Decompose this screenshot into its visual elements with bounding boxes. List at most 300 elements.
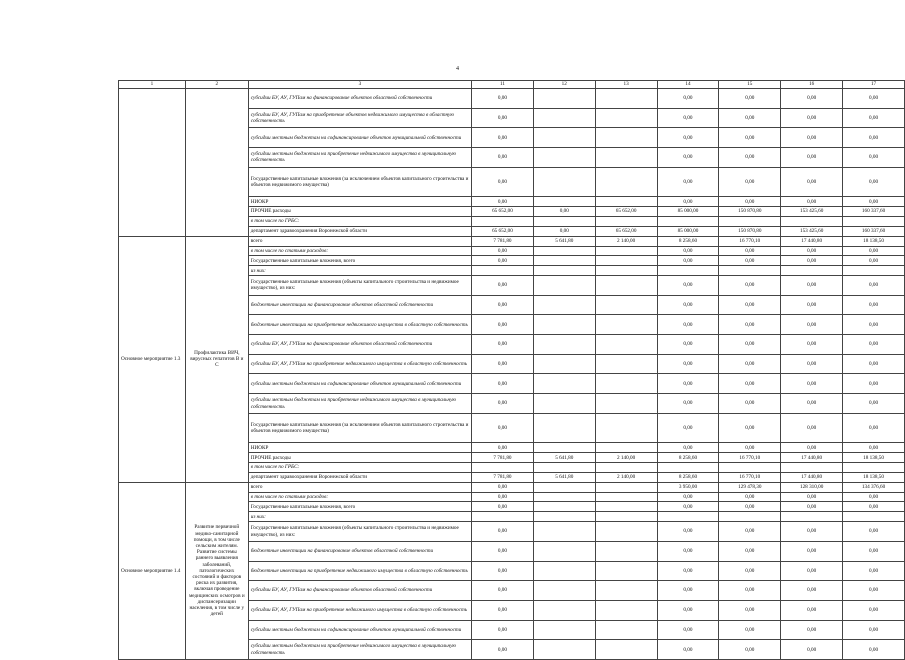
value-cell [595,89,657,109]
value-cell: 5 641,80 [533,472,595,482]
value-cell: 0,00 [657,522,719,542]
value-cell: 65 652,00 [595,226,657,236]
value-cell: 8 258,60 [657,236,719,246]
value-cell: 0,00 [781,502,843,512]
expense-label: Государственные капитальные вложения (объекты капитального строительства и недвижимое имущество), из них: [248,276,471,296]
value-cell: 0,00 [472,541,534,561]
value-cell [595,266,657,276]
value-cell: 0,00 [719,502,781,512]
value-cell [781,216,843,226]
value-cell: 0,00 [843,640,905,660]
value-cell: 0,00 [719,581,781,601]
value-cell: 16 770,10 [719,453,781,463]
value-cell: 0,00 [719,89,781,109]
expense-label: Государственные капитальные вложения (за исключением объектов капитального строительства и объектов недвижимого имущества) [248,167,471,197]
value-cell: 0,00 [472,108,534,128]
value-cell: 0,00 [719,413,781,443]
value-cell: 0,00 [472,443,534,453]
value-cell: 0,00 [843,600,905,620]
value-cell: 0,00 [657,167,719,197]
budget-table [118,80,905,660]
value-cell: 0,00 [472,640,534,660]
expense-label: ПРОЧИЕ расходы [248,453,471,463]
measure-name: Основное мероприятие 1.3 [119,236,186,482]
value-cell [533,512,595,522]
value-cell: 0,00 [657,502,719,512]
expense-label: бюджетные инвестиции на приобретение недвижимого имущества в областную собственность [248,315,471,335]
value-cell [533,354,595,374]
expense-label: бюджетные инвестиции на финансирование объектов областной собственности [248,541,471,561]
expense-label: департамент здравоохранения Воронежской области [248,472,471,482]
value-cell: 0,00 [843,492,905,502]
value-cell: 129 478,30 [719,482,781,492]
column-header: 12 [533,81,595,89]
value-cell [595,315,657,335]
value-cell: 0,00 [657,295,719,315]
value-cell: 0,00 [719,256,781,266]
value-cell: 0,00 [472,394,534,414]
value-cell: 0,00 [657,443,719,453]
value-cell: 0,00 [472,581,534,601]
value-cell: 0,00 [472,413,534,443]
value-cell: 0,00 [719,335,781,355]
value-cell [533,600,595,620]
value-cell: 0,00 [781,443,843,453]
value-cell: 0,00 [843,167,905,197]
value-cell [533,463,595,473]
value-cell: 0,00 [843,148,905,168]
value-cell: 0,00 [719,167,781,197]
value-cell: 0,00 [781,335,843,355]
table-row [119,236,905,246]
value-cell [657,216,719,226]
value-cell [533,197,595,207]
value-cell: 17 440,80 [781,453,843,463]
value-cell: 0,00 [781,295,843,315]
column-header: 1 [119,81,186,89]
value-cell: 17 440,80 [781,472,843,482]
value-cell: 0,00 [657,276,719,296]
expense-label: Государственные капитальные вложения (за исключением объектов капитального строительства и объектов недвижимого имущества) [248,413,471,443]
value-cell: 0,00 [719,394,781,414]
value-cell: 0,00 [843,295,905,315]
value-cell: 0,00 [719,561,781,581]
value-cell [533,620,595,640]
value-cell [657,512,719,522]
value-cell: 0,00 [657,374,719,394]
value-cell: 7 781,80 [472,236,534,246]
value-cell [595,246,657,256]
expense-label: в том числе по ГРБС: [248,463,471,473]
value-cell [595,492,657,502]
expense-label: бюджетные инвестиции на приобретение недвижимого имущества в областную собственность [248,561,471,581]
column-header: 3 [248,81,471,89]
value-cell [533,394,595,414]
value-cell [657,463,719,473]
value-cell: 0,00 [781,148,843,168]
value-cell: 0,00 [781,197,843,207]
value-cell: 0,00 [472,295,534,315]
value-cell [595,256,657,266]
value-cell [595,443,657,453]
value-cell [472,266,534,276]
value-cell: 0,00 [472,561,534,581]
value-cell: 0,00 [657,394,719,414]
value-cell: 0,00 [781,522,843,542]
measure-description: Профилактика ВИЧ, вирусных гепатитов В и С [185,236,248,482]
value-cell: 0,00 [657,246,719,256]
value-cell: 0,00 [657,128,719,148]
value-cell [595,620,657,640]
value-cell: 0,00 [719,640,781,660]
value-cell: 0,00 [781,581,843,601]
value-cell: 0,00 [472,148,534,168]
expense-label: из них: [248,266,471,276]
value-cell: 0,00 [657,108,719,128]
value-cell: 128 310,00 [781,482,843,492]
value-cell [595,216,657,226]
value-cell: 0,00 [781,89,843,109]
expense-label: в том числе по статьям расходов: [248,492,471,502]
value-cell: 153 425,60 [781,226,843,236]
value-cell: 0,00 [843,108,905,128]
value-cell: 0,00 [843,561,905,581]
value-cell [533,413,595,443]
column-header: 15 [719,81,781,89]
expense-label: в том числе по ГРБС: [248,216,471,226]
value-cell [781,463,843,473]
value-cell: 0,00 [719,108,781,128]
value-cell: 65 652,00 [595,207,657,217]
value-cell [533,295,595,315]
value-cell [595,512,657,522]
value-cell: 0,00 [843,246,905,256]
value-cell: 5 641,80 [533,453,595,463]
value-cell [533,256,595,266]
value-cell [533,640,595,660]
page-number: 4 [456,66,459,72]
value-cell: 0,00 [719,128,781,148]
value-cell: 0,00 [719,522,781,542]
value-cell: 0,00 [657,541,719,561]
value-cell [533,335,595,355]
value-cell: 0,00 [843,413,905,443]
value-cell [657,266,719,276]
expense-label: всего [248,482,471,492]
value-cell [719,463,781,473]
value-cell [595,295,657,315]
value-cell: 0,00 [719,443,781,453]
value-cell: 17 440,80 [781,236,843,246]
value-cell: 0,00 [472,335,534,355]
value-cell: 0,00 [781,492,843,502]
value-cell: 85 000,00 [657,207,719,217]
value-cell: 0,00 [657,197,719,207]
value-cell: 0,00 [781,128,843,148]
value-cell: 0,00 [719,492,781,502]
value-cell [781,266,843,276]
value-cell: 0,00 [657,492,719,502]
value-cell: 0,00 [472,482,534,492]
table-row [119,482,905,492]
expense-label: субсидии местным бюджетам на приобретение недвижимого имущества в муниципальную собственность [248,394,471,414]
value-cell: 0,00 [843,374,905,394]
column-header: 2 [185,81,248,89]
value-cell: 0,00 [781,394,843,414]
value-cell: 18 138,50 [843,236,905,246]
value-cell [472,216,534,226]
value-cell: 0,00 [843,541,905,561]
measure-description: Развитие первичной медико-санитарной помощи, в том числе сельским жителям. Развитие системы раннего выявления заболеваний, патологических состояний и факторов риска их развития, включая проведение медицинских осмотров и диспансеризации населения, в том числе у детей [185,482,248,659]
value-cell: 0,00 [719,354,781,374]
value-cell [533,541,595,561]
value-cell: 0,00 [719,246,781,256]
value-cell: 0,00 [843,276,905,296]
value-cell: 16 770,10 [719,472,781,482]
value-cell [533,167,595,197]
value-cell: 8 258,60 [657,453,719,463]
value-cell: 150 870,80 [719,226,781,236]
value-cell [595,463,657,473]
value-cell: 0,00 [533,226,595,236]
value-cell: 3 950,00 [657,482,719,492]
expense-label: субсидии местным бюджетам на приобретение недвижимого имущества в муниципальную собственность [248,148,471,168]
value-cell: 0,00 [472,246,534,256]
value-cell: 0,00 [657,640,719,660]
value-cell [533,128,595,148]
measure-name [119,89,186,237]
value-cell [595,482,657,492]
value-cell: 0,00 [719,197,781,207]
value-cell [533,374,595,394]
value-cell [533,443,595,453]
value-cell: 0,00 [657,148,719,168]
expense-label: Государственные капитальные вложения, всего [248,502,471,512]
value-cell: 7 781,80 [472,472,534,482]
value-cell [533,216,595,226]
value-cell [843,463,905,473]
value-cell: 65 652,00 [472,226,534,236]
value-cell [533,276,595,296]
value-cell: 0,00 [657,354,719,374]
value-cell: 65 652,00 [472,207,534,217]
header-row [119,81,905,89]
value-cell [533,522,595,542]
value-cell: 85 000,00 [657,226,719,236]
value-cell [843,512,905,522]
value-cell: 0,00 [472,354,534,374]
value-cell: 2 140,00 [595,472,657,482]
value-cell [533,581,595,601]
expense-label: ПРОЧИЕ расходы [248,207,471,217]
value-cell: 0,00 [719,541,781,561]
value-cell: 0,00 [657,256,719,266]
column-header: 13 [595,81,657,89]
expense-label: субсидии БУ, АУ, ГУПам на приобретение недвижимого имущества в областную собственность [248,354,471,374]
value-cell [719,512,781,522]
value-cell: 160 337,60 [843,207,905,217]
column-header: 11 [472,81,534,89]
value-cell [595,167,657,197]
value-cell: 0,00 [657,315,719,335]
value-cell: 0,00 [843,315,905,335]
value-cell: 0,00 [843,335,905,355]
expense-label: департамент здравоохранения Воронежской области [248,226,471,236]
expense-label: Государственные капитальные вложения (объекты капитального строительства и недвижимое имущество), из них: [248,522,471,542]
expense-label: НИОКР [248,197,471,207]
value-cell [472,463,534,473]
value-cell [719,266,781,276]
value-cell: 0,00 [781,600,843,620]
value-cell [595,413,657,443]
column-header: 14 [657,81,719,89]
value-cell [595,354,657,374]
value-cell [533,315,595,335]
expense-label: всего [248,236,471,246]
expense-label: в том числе по статьям расходов: [248,246,471,256]
expense-label: субсидии местным бюджетам на софинансирование объектов муниципальной собственности [248,374,471,394]
value-cell: 7 781,80 [472,453,534,463]
expense-label: субсидии местным бюджетам на приобретение недвижимого имущества в муниципальную собственность [248,640,471,660]
value-cell: 18 138,50 [843,453,905,463]
value-cell [533,492,595,502]
value-cell [595,600,657,620]
expense-label: из них: [248,512,471,522]
value-cell: 0,00 [533,207,595,217]
value-cell: 0,00 [657,581,719,601]
value-cell [595,541,657,561]
value-cell: 0,00 [719,620,781,640]
value-cell: 153 425,60 [781,207,843,217]
value-cell [595,148,657,168]
value-cell: 0,00 [843,128,905,148]
value-cell: 0,00 [657,335,719,355]
value-cell: 0,00 [843,197,905,207]
value-cell [533,482,595,492]
value-cell [533,108,595,128]
expense-label: субсидии БУ, АУ, ГУПам на финансирование объектов областной собственности [248,581,471,601]
value-cell: 8 258,60 [657,472,719,482]
expense-label: субсидии местным бюджетам на софинансирование объектов муниципальной собственности [248,620,471,640]
value-cell [533,148,595,168]
value-cell [533,502,595,512]
value-cell: 0,00 [843,89,905,109]
expense-label: субсидии БУ, АУ, ГУПам на приобретение объектов недвижимого имущества в областную собственность [248,108,471,128]
value-cell: 5 641,80 [533,236,595,246]
value-cell [595,128,657,148]
value-cell: 0,00 [781,620,843,640]
value-cell: 0,00 [781,167,843,197]
value-cell: 0,00 [719,600,781,620]
value-cell: 0,00 [781,640,843,660]
value-cell [533,561,595,581]
value-cell: 0,00 [719,276,781,296]
value-cell [472,512,534,522]
value-cell: 0,00 [657,413,719,443]
value-cell: 0,00 [472,522,534,542]
value-cell: 0,00 [472,256,534,266]
value-cell: 0,00 [657,600,719,620]
value-cell [595,561,657,581]
expense-label: бюджетные инвестиции на финансирование объектов областной собственности [248,295,471,315]
value-cell [533,246,595,256]
value-cell: 0,00 [719,315,781,335]
value-cell: 0,00 [472,374,534,394]
value-cell [843,216,905,226]
value-cell: 0,00 [472,167,534,197]
value-cell: 0,00 [843,256,905,266]
value-cell: 0,00 [657,89,719,109]
value-cell: 16 770,10 [719,236,781,246]
value-cell: 0,00 [472,276,534,296]
value-cell: 0,00 [719,295,781,315]
value-cell: 0,00 [843,502,905,512]
value-cell: 0,00 [781,108,843,128]
expense-label: субсидии БУ, АУ, ГУПам на финансирование объектов областной собственности [248,89,471,109]
table-row [119,89,905,109]
value-cell: 0,00 [781,413,843,443]
value-cell: 0,00 [843,354,905,374]
value-cell [595,394,657,414]
value-cell: 0,00 [843,443,905,453]
measure-name: Основное мероприятие 1.4 [119,482,186,659]
value-cell [595,374,657,394]
expense-label: Государственные капитальные вложения, всего [248,256,471,266]
value-cell: 0,00 [657,620,719,640]
value-cell [781,512,843,522]
expense-label: НИОКР [248,443,471,453]
expense-label: субсидии местным бюджетам на софинансирование объектов муниципальной собственности [248,128,471,148]
value-cell: 0,00 [719,148,781,168]
value-cell [595,335,657,355]
value-cell: 160 337,60 [843,226,905,236]
value-cell: 0,00 [781,246,843,256]
column-header: 16 [781,81,843,89]
value-cell: 0,00 [781,276,843,296]
value-cell: 0,00 [843,522,905,542]
value-cell [595,502,657,512]
value-cell: 0,00 [719,374,781,394]
value-cell: 0,00 [781,315,843,335]
measure-description [185,89,248,237]
value-cell: 150 870,80 [719,207,781,217]
value-cell: 2 140,00 [595,236,657,246]
value-cell: 0,00 [843,620,905,640]
value-cell: 0,00 [843,581,905,601]
value-cell [595,640,657,660]
value-cell: 0,00 [472,197,534,207]
value-cell [595,197,657,207]
value-cell: 0,00 [781,374,843,394]
value-cell: 0,00 [472,620,534,640]
value-cell: 134 376,60 [843,482,905,492]
value-cell: 0,00 [472,502,534,512]
value-cell: 0,00 [781,561,843,581]
value-cell: 0,00 [472,600,534,620]
value-cell: 0,00 [781,354,843,374]
value-cell: 0,00 [843,394,905,414]
value-cell [595,581,657,601]
value-cell: 0,00 [781,541,843,561]
expense-label: субсидии БУ, АУ, ГУПам на финансирование объектов областной собственности [248,335,471,355]
value-cell: 18 138,50 [843,472,905,482]
value-cell: 0,00 [657,561,719,581]
value-cell [533,266,595,276]
value-cell: 0,00 [472,315,534,335]
value-cell: 0,00 [472,128,534,148]
column-header: 17 [843,81,905,89]
value-cell: 0,00 [472,89,534,109]
